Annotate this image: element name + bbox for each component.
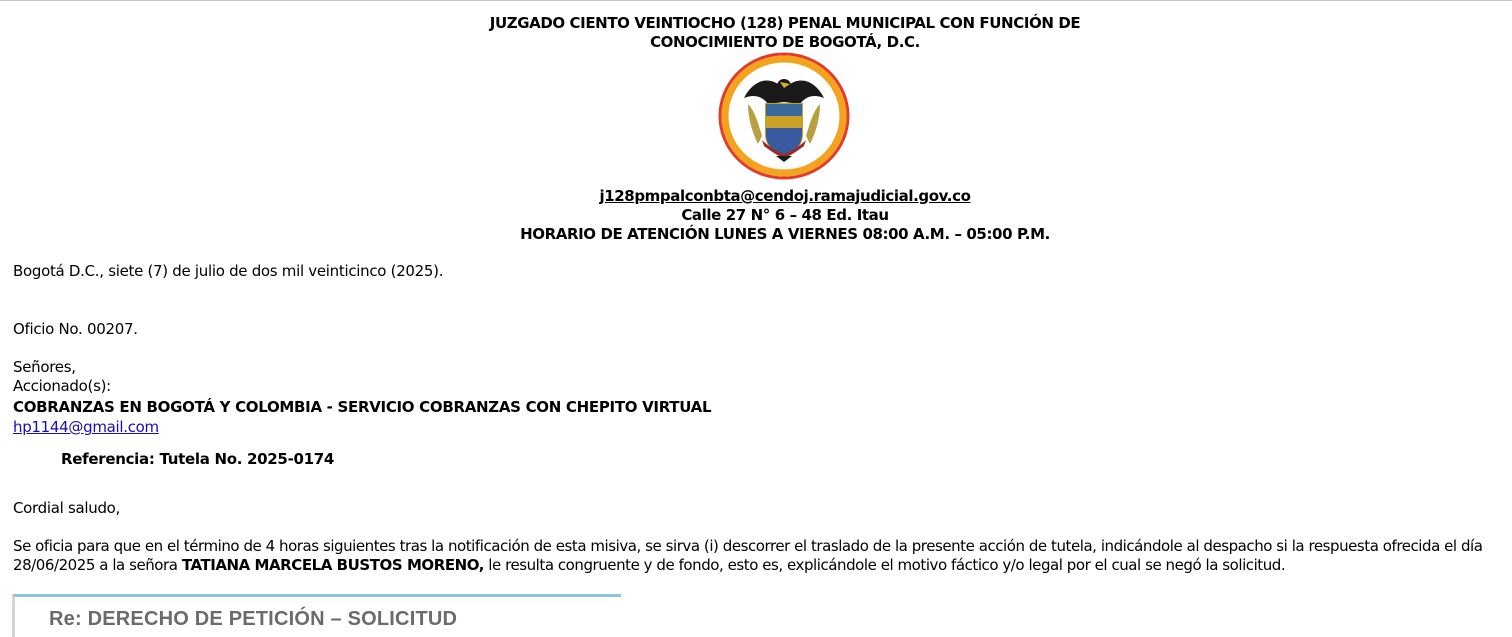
accionado-label: Accionado(s):: [13, 377, 111, 395]
oficio-number: Oficio No. 00207.: [13, 320, 138, 338]
court-name-line-1: JUZGADO CIENTO VEINTIOCHO (128) PENAL MUNICIPAL CON FUNCIÓN DE: [489, 14, 1081, 32]
letter-date: Bogotá D.C., siete (7) de julio de dos mil veinticinco (2025).: [13, 262, 444, 280]
plaintiff-name: TATIANA MARCELA BUSTOS MORENO,: [181, 556, 484, 574]
colombia-coat-of-arms-icon: [718, 52, 850, 180]
quoted-email-subject: Re: DERECHO DE PETICIÓN – SOLICITUD: [49, 608, 458, 630]
recipient-email-link[interactable]: hp1144@gmail.com: [13, 418, 159, 436]
reference-line: Referencia: Tutela No. 2025-0174: [61, 450, 335, 468]
court-address: Calle 27 N° 6 – 48 Ed. Itau: [681, 206, 889, 224]
court-email[interactable]: j128pmpalconbta@cendoj.ramajudicial.gov.co: [599, 187, 971, 205]
court-name-line-2: CONOCIMIENTO DE BOGOTÁ, D.C.: [650, 33, 920, 51]
greeting: Cordial saludo,: [13, 499, 121, 517]
body-paragraph: Se oficia para que en el término de 4 horas siguientes tras la notificación de esta misiva, se sirva (i) descorrer el traslado de la presente acción de tutela, indicándole al despacho si la respuesta ofrecida el día 28/06/2025 a la señora TATIANA MARCELA BUSTOS MORENO, le resulta congruente y de fondo, esto es, explicándole el motivo fáctico y/o legal por el cual se negó la solicitud.: [13, 537, 1483, 574]
court-hours: HORARIO DE ATENCIÓN LUNES A VIERNES 08:00 A.M. – 05:00 P.M.: [520, 225, 1050, 243]
salutation-senores: Señores,: [13, 358, 76, 376]
recipient-name: COBRANZAS EN BOGOTÁ Y COLOMBIA - SERVICIO COBRANZAS CON CHEPITO VIRTUAL: [13, 398, 712, 416]
top-divider: [0, 0, 1512, 1]
quoted-email-block: [12, 594, 621, 637]
